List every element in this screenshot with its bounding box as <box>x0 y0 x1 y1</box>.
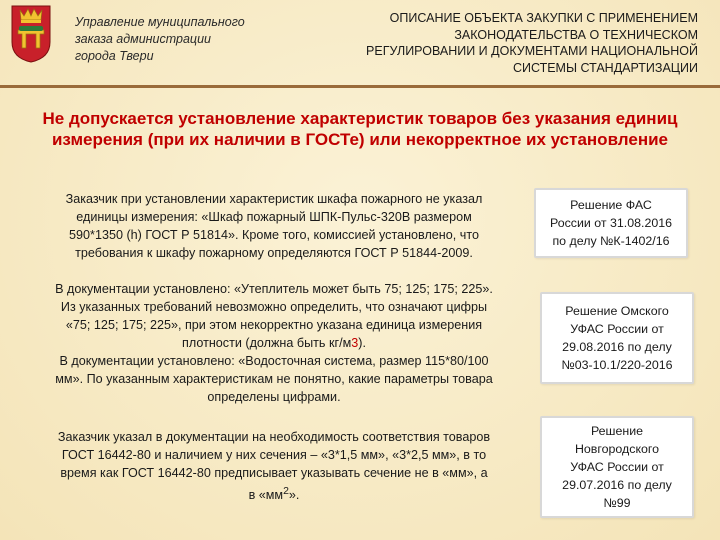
header-divider <box>0 85 720 88</box>
case-3-superscript: 2 <box>283 485 289 497</box>
case-2-text-before: В документации установлено: «Утеплитель может быть 75; 125; 175; 225». Из указанных требований невозможно определить, что означают цифры «75; 125; 175; 225», при этом некорректно указана единица измерения плотности (должна быть кг/м <box>55 282 493 350</box>
case-description-3 <box>24 428 524 504</box>
decision-box-3: Решение Новгородского УФАС России от 29.07.2016 по делу №99 <box>540 416 694 518</box>
case-description-2 <box>24 280 524 406</box>
case-3-text-after: ». <box>288 488 300 503</box>
case-1-text: Заказчик при установлении характеристик шкафа пожарного не указал единицы измерения: «Шкаф пожарный ШПК-Пульс-320В размером 590*1350 (h) ГОСТ Р 51814». Кроме того, комиссией установлено, что требования к шкафу пожарному определяются ГОСТ Р 51844-2009. <box>65 192 483 260</box>
decision-box-2: Решение Омского УФАС России от 29.08.2016 по делу №03-10.1/220-2016 <box>540 292 694 384</box>
organization-name: Управление муниципального заказа администрации города Твери <box>75 15 245 63</box>
case-description-1 <box>24 190 524 262</box>
case-2-text-after: ). В документации установлено: «Водосточная система, размер 115*80/100 мм». По указанным характеристикам не понятно, какие параметры товара определены цифрами. <box>55 336 493 404</box>
main-title: Не допускается установление характеристик товаров без указания единиц измерения (при их наличии в ГОСТе) или некорректное их установление <box>42 109 678 149</box>
case-2-highlight: 3 <box>351 336 359 350</box>
slide-header-title: ОПИСАНИЕ ОБЪЕКТА ЗАКУПКИ С ПРИМЕНЕНИЕМ ЗАКОНОДАТЕЛЬСТВА О ТЕХНИЧЕСКОМ РЕГУЛИРОВАНИИ И ДОКУМЕНТАМИ НАЦИОНАЛЬНОЙ СИСТЕМЫ СТАНДАРТИЗАЦИИ <box>366 11 698 75</box>
case-3-text-before: Заказчик указал в документации на необходимость соответствия товаров ГОСТ 16442-80 и наличием у них сечения – «3*1,5 мм», «3*2,5 мм», в то время как ГОСТ 16442-80 предписывает указывать сечение не в «мм», а в «мм <box>57 430 491 503</box>
tver-coat-of-arms-icon <box>10 4 52 64</box>
decision-box-1: Решение ФАС России от 31.08.2016 по делу №К-1402/16 <box>534 188 688 258</box>
